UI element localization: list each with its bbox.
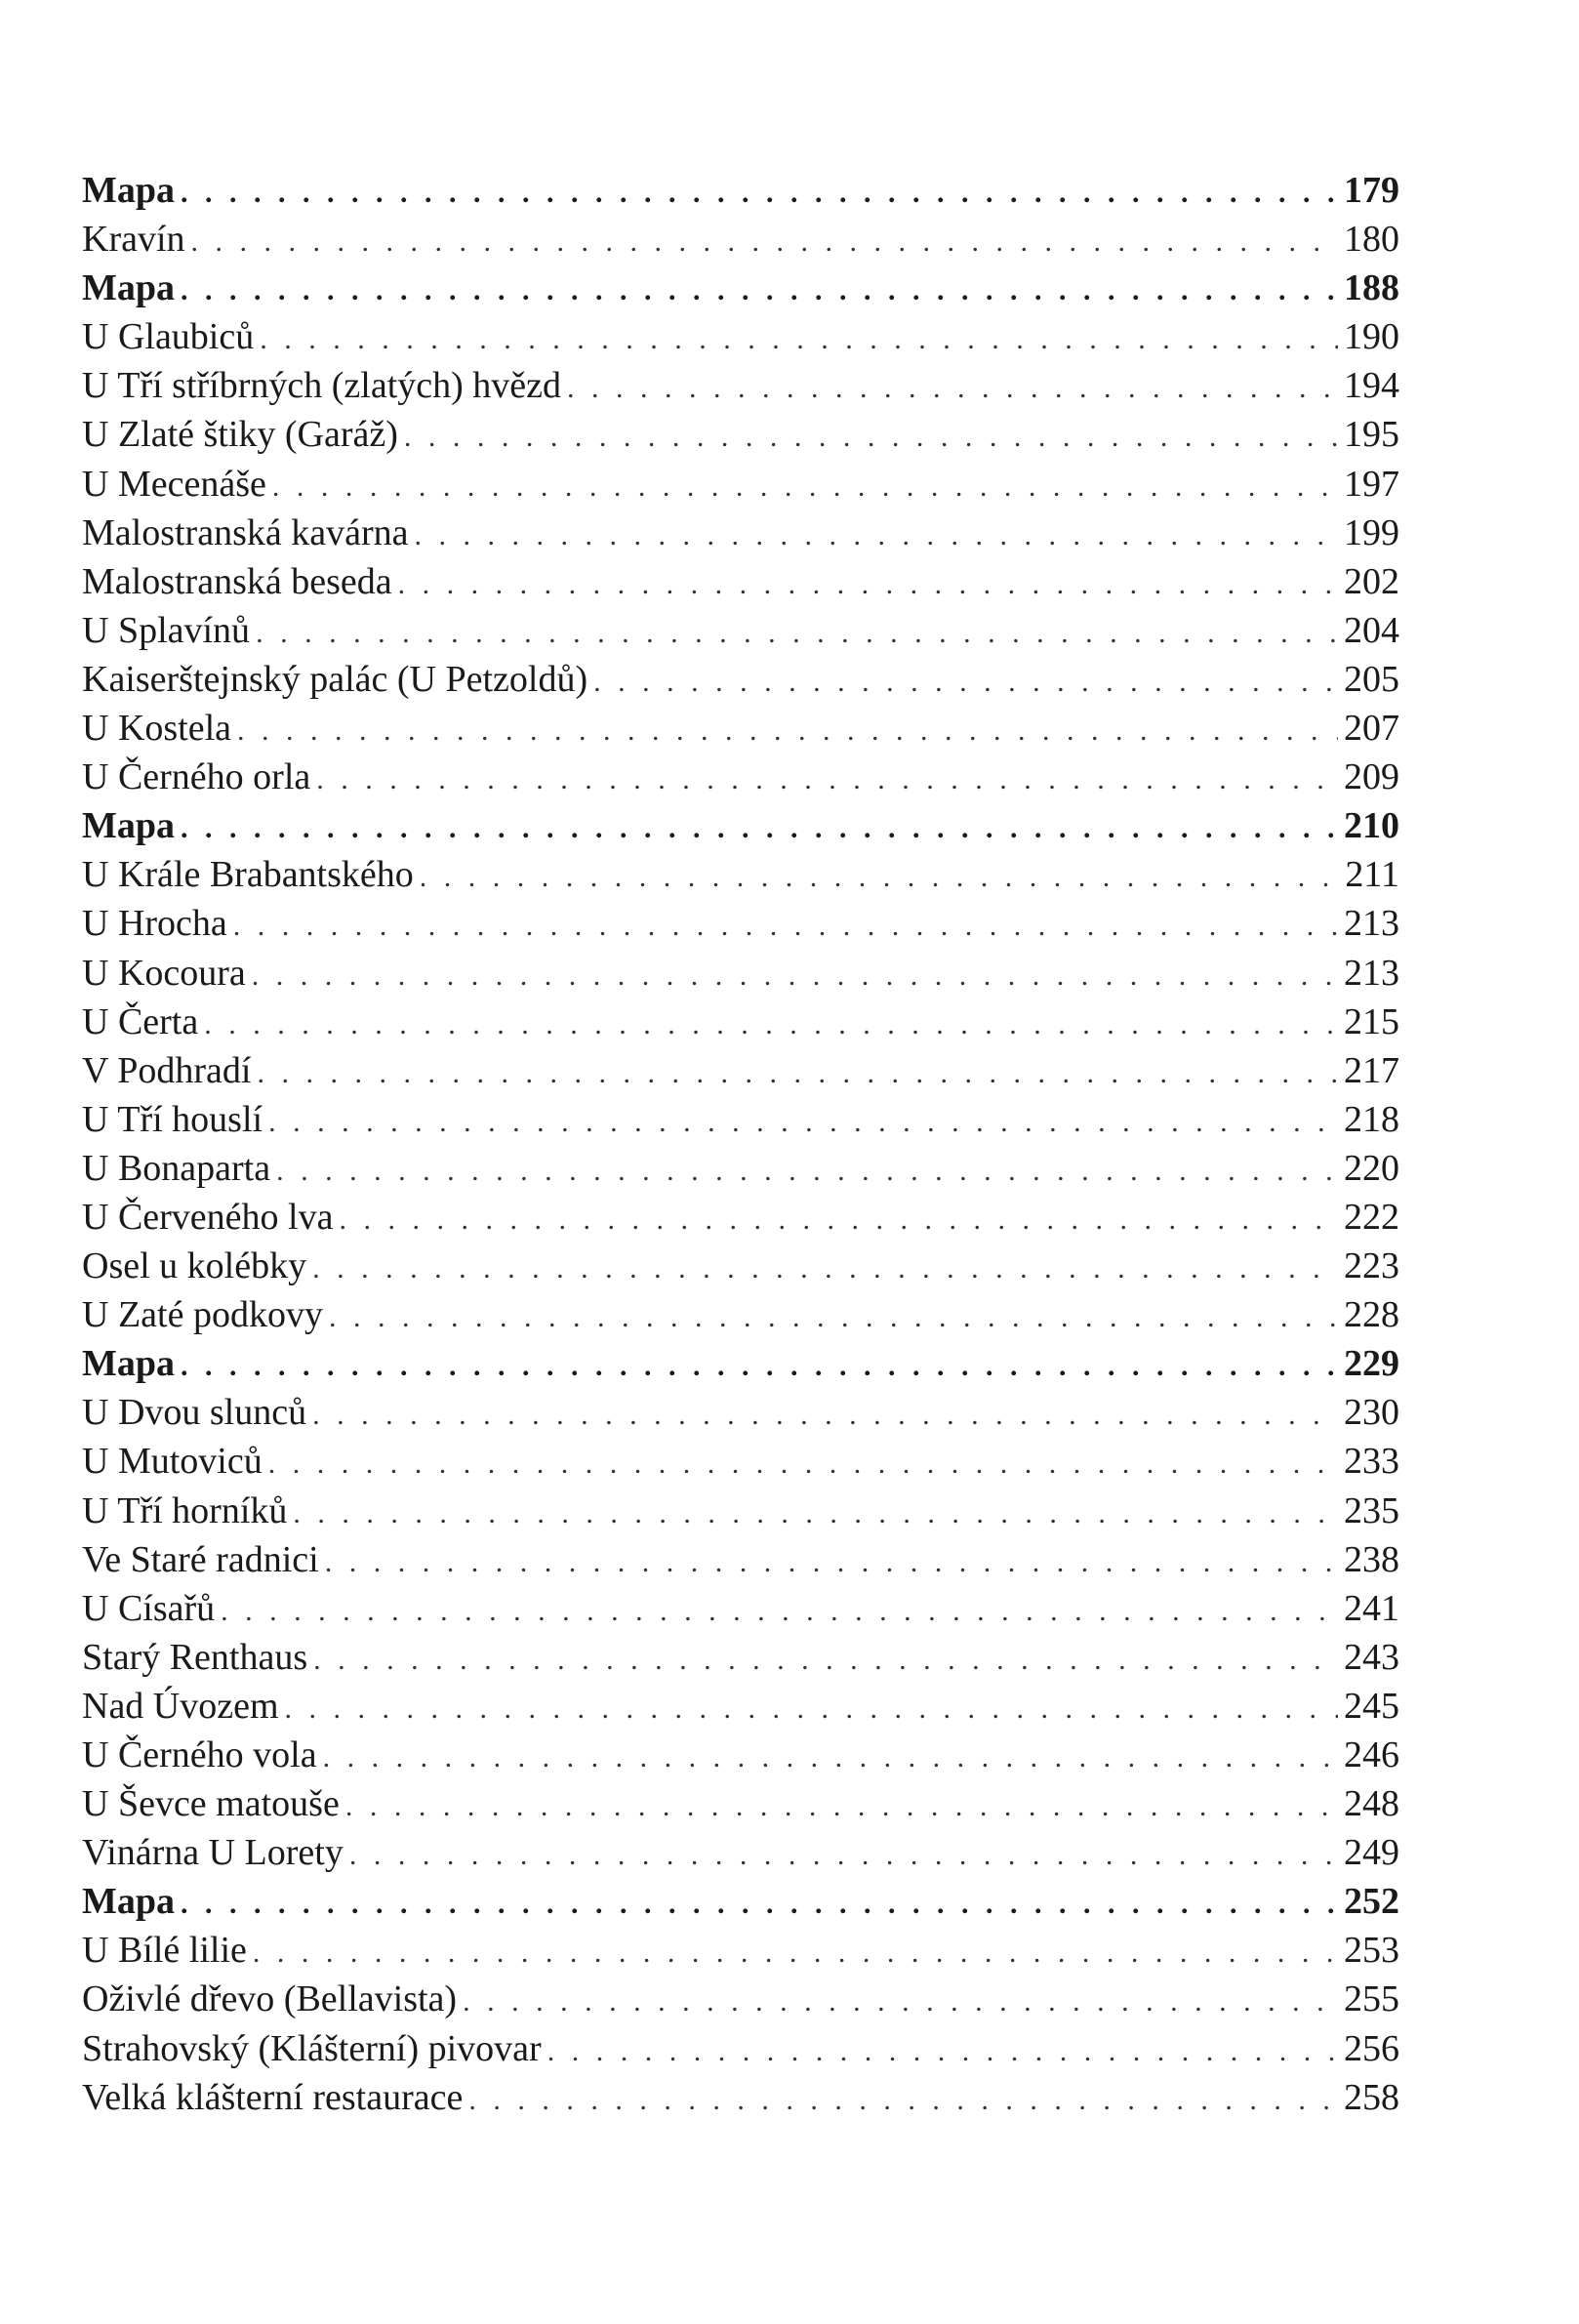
entry-title: U Dvou slunců (82, 1392, 307, 1434)
page-number: 258 (1344, 2076, 1399, 2118)
toc-entry (82, 998, 1399, 1046)
page-number: 211 (1345, 854, 1399, 896)
entry-title: U Černého vola (82, 1734, 317, 1775)
page-number: 243 (1344, 1636, 1399, 1678)
entry-title: U Krále Brabantského (82, 854, 414, 896)
dot-leader (268, 1098, 1338, 1147)
dot-leader (181, 169, 1338, 218)
toc-entry (82, 361, 1399, 410)
dot-leader (349, 1831, 1338, 1880)
entry-title: Oživlé dřevo (Bellavista) (82, 1978, 458, 2020)
dot-leader (398, 560, 1338, 609)
page-number: 252 (1344, 1881, 1399, 1923)
toc-entry (82, 1828, 1399, 1877)
toc-entry (82, 753, 1399, 801)
entry-title: Vinárna U Lorety (82, 1832, 344, 1874)
page-number: 253 (1344, 1930, 1399, 1972)
entry-title: Mapa (82, 1881, 175, 1923)
page-number: 194 (1344, 365, 1399, 407)
toc-entry (82, 312, 1399, 361)
page-number: 223 (1344, 1245, 1399, 1287)
toc-entry (82, 949, 1399, 998)
toc-map-entry (82, 1339, 1399, 1388)
dot-leader (420, 853, 1340, 902)
page-number: 241 (1344, 1587, 1399, 1629)
entry-title: Osel u kolébky (82, 1245, 307, 1287)
page-number: 228 (1344, 1294, 1399, 1336)
toc-entry (82, 1193, 1399, 1242)
entry-title: Mapa (82, 267, 175, 309)
dot-leader (313, 1636, 1338, 1685)
page-number: 213 (1344, 952, 1399, 994)
dot-leader (204, 1000, 1338, 1049)
page-number: 235 (1344, 1489, 1399, 1531)
dot-leader (329, 1293, 1338, 1342)
toc-entry (82, 704, 1399, 753)
dot-leader (567, 364, 1338, 413)
page-number: 210 (1344, 805, 1399, 847)
dot-leader (272, 463, 1338, 511)
dot-leader (312, 1244, 1338, 1293)
toc-entry (82, 1779, 1399, 1828)
entry-title: U Mecenáše (82, 463, 266, 505)
dot-leader (339, 1196, 1338, 1244)
entry-title: U Tří stříbrných (zlatých) hvězd (82, 365, 562, 407)
toc-map-entry (82, 801, 1399, 850)
entry-title: Malostranská beseda (82, 560, 392, 602)
dot-leader (293, 1489, 1338, 1538)
entry-title: U Tří horníků (82, 1489, 288, 1531)
dot-leader (323, 1733, 1338, 1782)
dot-leader (221, 1587, 1338, 1636)
entry-title: U Glaubiců (82, 316, 255, 358)
page-number: 230 (1344, 1392, 1399, 1434)
toc-map-entry (82, 166, 1399, 215)
entry-title: U Bílé lilie (82, 1930, 247, 1972)
toc-map-entry (82, 264, 1399, 312)
dot-leader (252, 952, 1338, 1000)
dot-leader (285, 1685, 1338, 1733)
dot-leader (181, 266, 1338, 315)
entry-title: Starý Renthaus (82, 1636, 308, 1678)
page-number: 233 (1344, 1441, 1399, 1483)
entry-title: U Kostela (82, 708, 232, 750)
page-number: 199 (1344, 511, 1399, 553)
dot-leader (191, 218, 1338, 266)
page-number: 215 (1344, 1000, 1399, 1042)
dot-leader (256, 609, 1338, 658)
entry-title: Ve Staré radnici (82, 1538, 319, 1580)
toc-entry (82, 460, 1399, 509)
page-number: 222 (1344, 1196, 1399, 1238)
toc-entry (82, 509, 1399, 557)
entry-title: Mapa (82, 805, 175, 847)
entry-title: Mapa (82, 1343, 175, 1385)
page-number: 248 (1344, 1783, 1399, 1825)
page-number: 238 (1344, 1538, 1399, 1580)
entry-title: U Tří houslí (82, 1098, 263, 1140)
page-number: 217 (1344, 1049, 1399, 1091)
page-number: 205 (1344, 658, 1399, 700)
toc-entry (82, 1095, 1399, 1144)
dot-leader (257, 1049, 1338, 1098)
entry-title: U Čerta (82, 1000, 199, 1042)
page-number: 190 (1344, 316, 1399, 358)
toc-entry (82, 2073, 1399, 2122)
toc-entry (82, 606, 1399, 655)
toc-entry (82, 1242, 1399, 1290)
page-number: 179 (1344, 170, 1399, 211)
page-number: 195 (1344, 414, 1399, 456)
entry-title: U Ševce matouše (82, 1783, 340, 1825)
entry-title: U Zlaté štiky (Garáž) (82, 414, 398, 456)
entry-title: Strahovský (Klášterní) pivovar (82, 2027, 542, 2069)
dot-leader (404, 413, 1338, 462)
dot-leader (237, 707, 1338, 755)
entry-title: Kravín (82, 219, 185, 261)
page-number: 256 (1344, 2027, 1399, 2069)
dot-leader (253, 1929, 1338, 1977)
toc-entry (82, 1975, 1399, 2023)
toc-entry (82, 1144, 1399, 1193)
page-number: 180 (1344, 219, 1399, 261)
toc-entry (82, 410, 1399, 459)
page-number: 220 (1344, 1147, 1399, 1189)
toc-entry (82, 1633, 1399, 1682)
toc-entry (82, 655, 1399, 704)
toc-entry (82, 1731, 1399, 1779)
page-number: 188 (1344, 267, 1399, 309)
entry-title: U Splavínů (82, 609, 251, 651)
dot-leader (181, 1342, 1338, 1391)
toc-entry (82, 215, 1399, 264)
page-number: 209 (1344, 756, 1399, 798)
page-number: 197 (1344, 463, 1399, 505)
dot-leader (593, 658, 1338, 707)
page-number: 207 (1344, 708, 1399, 750)
toc-entry (82, 850, 1399, 899)
dot-leader (468, 2076, 1338, 2125)
page-number: 213 (1344, 903, 1399, 945)
dot-leader (345, 1782, 1338, 1831)
toc-entry (82, 1926, 1399, 1975)
page-number: 202 (1344, 560, 1399, 602)
toc-entry (82, 1290, 1399, 1339)
page-number: 245 (1344, 1685, 1399, 1727)
page-number: 218 (1344, 1098, 1399, 1140)
dot-leader (233, 902, 1338, 951)
page-number: 229 (1344, 1343, 1399, 1385)
entry-title: U Červeného lva (82, 1196, 334, 1238)
entry-title: U Hrocha (82, 903, 227, 945)
dot-leader (415, 511, 1339, 560)
toc-entry (82, 1046, 1399, 1095)
table-of-contents (82, 166, 1399, 2122)
entry-title: U Zaté podkovy (82, 1294, 323, 1336)
dot-leader (547, 2027, 1338, 2076)
dot-leader (325, 1538, 1338, 1587)
toc-entry (82, 557, 1399, 606)
toc-entry (82, 2024, 1399, 2073)
page-number: 249 (1344, 1832, 1399, 1874)
entry-title: Malostranská kavárna (82, 511, 409, 553)
entry-title: Velká klášterní restaurace (82, 2076, 464, 2118)
page-number: 246 (1344, 1734, 1399, 1775)
dot-leader (181, 804, 1338, 853)
toc-entry (82, 1535, 1399, 1584)
entry-title: U Kocoura (82, 952, 246, 994)
entry-title: Nad Úvozem (82, 1685, 279, 1727)
dot-leader (268, 1440, 1338, 1488)
toc-entry (82, 1487, 1399, 1535)
toc-entry (82, 899, 1399, 948)
page-number: 204 (1344, 609, 1399, 651)
entry-title: U Černého orla (82, 756, 311, 798)
toc-entry (82, 1584, 1399, 1633)
dot-leader (276, 1147, 1338, 1196)
entry-title: V Podhradí (82, 1049, 252, 1091)
page-number: 255 (1344, 1978, 1399, 2020)
entry-title: U Císařů (82, 1587, 216, 1629)
entry-title: U Bonaparta (82, 1147, 271, 1189)
dot-leader (312, 1391, 1338, 1440)
toc-entry (82, 1388, 1399, 1437)
toc-entry (82, 1437, 1399, 1486)
dot-leader (463, 1977, 1338, 2026)
dot-leader (316, 755, 1338, 804)
dot-leader (181, 1880, 1338, 1929)
toc-map-entry (82, 1877, 1399, 1926)
dot-leader (260, 315, 1338, 364)
entry-title: Mapa (82, 170, 175, 211)
entry-title: U Mutoviců (82, 1441, 263, 1483)
entry-title: Kaiserštejnský palác (U Petzoldů) (82, 658, 588, 700)
toc-entry (82, 1682, 1399, 1731)
